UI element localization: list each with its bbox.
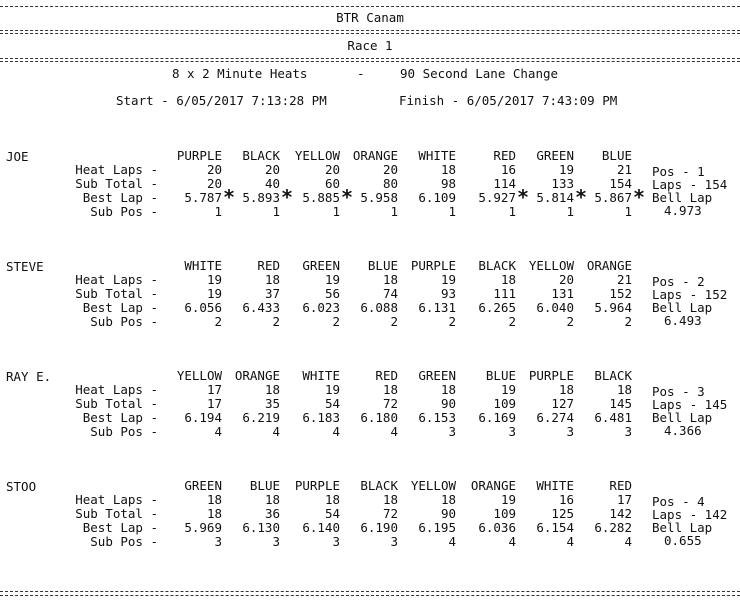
heat-format: 8 x 2 Minute Heats — [172, 66, 308, 81]
lane-color-header: YELLOW — [410, 478, 456, 493]
sub-pos-value: 1 — [390, 204, 398, 219]
format-separator: - — [357, 66, 365, 81]
best-lap-value: 6.194 — [184, 410, 222, 425]
sub-total-value: 109 — [493, 396, 516, 411]
sub-pos-label: Sub Pos - — [90, 424, 158, 439]
lane-color-header: YELLOW — [528, 258, 574, 273]
lane-color-header: PURPLE — [410, 258, 456, 273]
best-lap-label: Best Lap - — [82, 520, 158, 535]
lane-color-header: WHITE — [184, 258, 222, 273]
best-lap-value: 6.195 — [418, 520, 456, 535]
lane-color-header: BLACK — [594, 368, 632, 383]
lane-color-header: GREEN — [418, 368, 456, 383]
sub-total-value: 145 — [609, 396, 632, 411]
sub-pos-value: 3 — [566, 424, 574, 439]
best-lap-value: 6.183 — [302, 410, 340, 425]
sub-pos-value: 2 — [566, 314, 574, 329]
sub-total-value: 54 — [324, 506, 340, 521]
heat-laps-value: 18 — [558, 382, 574, 397]
bell-lap-value: 0.655 — [664, 533, 702, 548]
lane-color-header: BLACK — [360, 478, 398, 493]
start-time: Start - 6/05/2017 7:13:28 PM — [116, 93, 327, 108]
heat-laps-value: 20 — [206, 162, 222, 177]
sub-total-value: 131 — [551, 286, 574, 301]
heat-laps-value: 18 — [264, 382, 280, 397]
heat-laps-value: 18 — [440, 162, 456, 177]
heat-laps-value: 18 — [264, 272, 280, 287]
position-result: Pos - 1 — [652, 164, 705, 179]
heat-laps-value: 18 — [206, 492, 222, 507]
heat-laps-value: 21 — [616, 272, 632, 287]
best-lap-label: Best Lap - — [82, 190, 158, 205]
divider — [0, 61, 740, 62]
best-lap-label: Best Lap - — [82, 410, 158, 425]
heat-laps-label: Heat Laps - — [75, 272, 158, 287]
sub-total-value: 54 — [324, 396, 340, 411]
lane-color-header: YELLOW — [176, 368, 222, 383]
lane-color-header: ORANGE — [234, 368, 280, 383]
sub-pos-label: Sub Pos - — [90, 314, 158, 329]
lane-color-header: ORANGE — [352, 148, 398, 163]
driver-name: JOE — [6, 149, 29, 164]
heat-laps-value: 19 — [324, 382, 340, 397]
sub-total-value: 109 — [493, 506, 516, 521]
lane-color-header: BLUE — [485, 368, 516, 383]
heat-laps-value: 18 — [616, 382, 632, 397]
divider — [0, 30, 740, 31]
best-lap-value: 5.787 — [184, 190, 222, 205]
best-lap-value: 6.274 — [536, 410, 574, 425]
heat-laps-value: 20 — [324, 162, 340, 177]
sub-total-value: 40 — [264, 176, 280, 191]
bell-lap-value: 4.973 — [664, 203, 702, 218]
best-lap-value: 6.140 — [302, 520, 340, 535]
lane-color-header: BLACK — [478, 258, 516, 273]
sub-total-value: 125 — [551, 506, 574, 521]
report-title: BTR Canam — [336, 10, 404, 25]
heat-laps-value: 18 — [500, 272, 516, 287]
lane-color-header: YELLOW — [294, 148, 340, 163]
heat-laps-value: 20 — [558, 272, 574, 287]
sub-total-label: Sub Total - — [75, 286, 158, 301]
heat-laps-value: 19 — [440, 272, 456, 287]
sub-total-value: 36 — [264, 506, 280, 521]
sub-pos-value: 3 — [508, 424, 516, 439]
sub-pos-value: 4 — [214, 424, 222, 439]
position-result: Pos - 4 — [652, 494, 705, 509]
sub-total-value: 17 — [206, 396, 222, 411]
best-lap-value: 6.153 — [418, 410, 456, 425]
sub-total-value: 74 — [382, 286, 398, 301]
sub-total-value: 142 — [609, 506, 632, 521]
position-result: Pos - 2 — [652, 274, 705, 289]
best-lap-value: 5.964 — [594, 300, 632, 315]
total-laps: Laps - 152 — [652, 287, 728, 302]
sub-total-value: 56 — [324, 286, 340, 301]
best-lap-marker: * — [223, 185, 236, 209]
lane-color-header: RED — [609, 478, 632, 493]
sub-pos-value: 2 — [624, 314, 632, 329]
best-lap-marker: * — [281, 185, 294, 209]
sub-total-label: Sub Total - — [75, 396, 158, 411]
driver-name: RAY E. — [6, 369, 52, 384]
heat-laps-value: 16 — [500, 162, 516, 177]
sub-total-value: 152 — [609, 286, 632, 301]
divider — [0, 33, 740, 34]
best-lap-value: 6.154 — [536, 520, 574, 535]
heat-laps-value: 18 — [382, 272, 398, 287]
heat-laps-value: 19 — [500, 492, 516, 507]
best-lap-value: 6.088 — [360, 300, 398, 315]
heat-laps-value: 19 — [206, 272, 222, 287]
sub-total-value: 111 — [493, 286, 516, 301]
sub-pos-value: 4 — [448, 534, 456, 549]
lane-color-header: BLUE — [601, 148, 632, 163]
best-lap-value: 6.040 — [536, 300, 574, 315]
best-lap-value: 5.814 — [536, 190, 574, 205]
best-lap-value: 5.927 — [478, 190, 516, 205]
sub-pos-value: 4 — [272, 424, 280, 439]
lane-color-header: RED — [493, 148, 516, 163]
bell-lap-label: Bell Lap — [652, 190, 713, 205]
sub-pos-value: 3 — [390, 534, 398, 549]
sub-total-label: Sub Total - — [75, 506, 158, 521]
sub-pos-value: 4 — [566, 534, 574, 549]
lane-color-header: BLACK — [242, 148, 280, 163]
lane-color-header: PURPLE — [294, 478, 340, 493]
best-lap-marker: * — [341, 185, 354, 209]
best-lap-value: 6.219 — [242, 410, 280, 425]
sub-total-value: 90 — [440, 506, 456, 521]
divider — [0, 591, 740, 592]
best-lap-marker: * — [575, 185, 588, 209]
sub-pos-value: 2 — [214, 314, 222, 329]
best-lap-value: 5.885 — [302, 190, 340, 205]
heat-laps-value: 18 — [324, 492, 340, 507]
best-lap-value: 5.867 — [594, 190, 632, 205]
lane-color-header: RED — [257, 258, 280, 273]
sub-pos-value: 3 — [624, 424, 632, 439]
sub-total-value: 72 — [382, 506, 398, 521]
sub-pos-value: 1 — [272, 204, 280, 219]
sub-total-label: Sub Total - — [75, 176, 158, 191]
sub-total-value: 93 — [440, 286, 456, 301]
race-name: Race 1 — [347, 38, 393, 53]
position-result: Pos - 3 — [652, 384, 705, 399]
best-lap-value: 6.109 — [418, 190, 456, 205]
sub-total-value: 35 — [264, 396, 280, 411]
sub-pos-value: 4 — [508, 534, 516, 549]
best-lap-value: 6.282 — [594, 520, 632, 535]
sub-total-value: 72 — [382, 396, 398, 411]
driver-name: STOO — [6, 479, 37, 494]
sub-pos-value: 1 — [566, 204, 574, 219]
best-lap-value: 6.433 — [242, 300, 280, 315]
best-lap-value: 6.023 — [302, 300, 340, 315]
heat-laps-value: 19 — [500, 382, 516, 397]
sub-pos-value: 4 — [390, 424, 398, 439]
sub-pos-value: 1 — [508, 204, 516, 219]
sub-total-value: 37 — [264, 286, 280, 301]
sub-total-value: 19 — [206, 286, 222, 301]
best-lap-marker: * — [633, 185, 646, 209]
sub-total-value: 80 — [382, 176, 398, 191]
best-lap-value: 6.265 — [478, 300, 516, 315]
heat-laps-label: Heat Laps - — [75, 492, 158, 507]
lane-color-header: WHITE — [536, 478, 574, 493]
best-lap-value: 5.958 — [360, 190, 398, 205]
lane-color-header: WHITE — [418, 148, 456, 163]
sub-pos-value: 3 — [272, 534, 280, 549]
lane-color-header: BLUE — [249, 478, 280, 493]
sub-pos-value: 1 — [214, 204, 222, 219]
lane-color-header: BLUE — [367, 258, 398, 273]
divider — [0, 58, 740, 59]
sub-total-value: 18 — [206, 506, 222, 521]
heat-laps-value: 19 — [558, 162, 574, 177]
lane-color-header: GREEN — [302, 258, 340, 273]
total-laps: Laps - 145 — [652, 397, 728, 412]
sub-pos-label: Sub Pos - — [90, 204, 158, 219]
lane-change-format: 90 Second Lane Change — [400, 66, 559, 81]
heat-laps-label: Heat Laps - — [75, 162, 158, 177]
bell-lap-label: Bell Lap — [652, 300, 713, 315]
best-lap-value: 6.481 — [594, 410, 632, 425]
lane-color-header: ORANGE — [586, 258, 632, 273]
sub-pos-value: 2 — [332, 314, 340, 329]
best-lap-value: 5.893 — [242, 190, 280, 205]
best-lap-value: 6.056 — [184, 300, 222, 315]
sub-total-value: 98 — [440, 176, 456, 191]
sub-total-value: 154 — [609, 176, 632, 191]
heat-laps-value: 20 — [382, 162, 398, 177]
best-lap-marker: * — [517, 185, 530, 209]
divider — [0, 6, 740, 7]
bell-lap-label: Bell Lap — [652, 410, 713, 425]
sub-pos-value: 1 — [624, 204, 632, 219]
best-lap-value: 6.169 — [478, 410, 516, 425]
best-lap-value: 6.190 — [360, 520, 398, 535]
heat-laps-value: 18 — [382, 382, 398, 397]
divider — [0, 595, 740, 596]
bell-lap-value: 6.493 — [664, 313, 702, 328]
heat-laps-label: Heat Laps - — [75, 382, 158, 397]
best-lap-value: 6.036 — [478, 520, 516, 535]
heat-laps-value: 19 — [324, 272, 340, 287]
finish-time: Finish - 6/05/2017 7:43:09 PM — [399, 93, 618, 108]
bell-lap-label: Bell Lap — [652, 520, 713, 535]
lane-color-header: ORANGE — [470, 478, 516, 493]
sub-pos-value: 3 — [214, 534, 222, 549]
driver-name: STEVE — [6, 259, 44, 274]
sub-pos-label: Sub Pos - — [90, 534, 158, 549]
sub-pos-value: 3 — [448, 424, 456, 439]
lane-color-header: WHITE — [302, 368, 340, 383]
best-lap-value: 5.969 — [184, 520, 222, 535]
sub-pos-value: 1 — [332, 204, 340, 219]
best-lap-label: Best Lap - — [82, 300, 158, 315]
sub-total-value: 133 — [551, 176, 574, 191]
best-lap-value: 6.131 — [418, 300, 456, 315]
heat-laps-value: 16 — [558, 492, 574, 507]
sub-total-value: 90 — [440, 396, 456, 411]
lane-color-header: PURPLE — [176, 148, 222, 163]
sub-total-value: 60 — [324, 176, 340, 191]
heat-laps-value: 18 — [264, 492, 280, 507]
sub-total-value: 114 — [493, 176, 516, 191]
bell-lap-value: 4.366 — [664, 423, 702, 438]
lane-color-header: GREEN — [536, 148, 574, 163]
best-lap-value: 6.130 — [242, 520, 280, 535]
lane-color-header: GREEN — [184, 478, 222, 493]
sub-pos-value: 2 — [448, 314, 456, 329]
heat-laps-value: 18 — [440, 492, 456, 507]
sub-pos-value: 4 — [332, 424, 340, 439]
heat-laps-value: 20 — [264, 162, 280, 177]
sub-pos-value: 4 — [624, 534, 632, 549]
lane-color-header: PURPLE — [528, 368, 574, 383]
sub-pos-value: 2 — [272, 314, 280, 329]
sub-total-value: 20 — [206, 176, 222, 191]
sub-pos-value: 2 — [390, 314, 398, 329]
heat-laps-value: 17 — [206, 382, 222, 397]
sub-pos-value: 1 — [448, 204, 456, 219]
heat-laps-value: 18 — [440, 382, 456, 397]
total-laps: Laps - 154 — [652, 177, 728, 192]
heat-laps-value: 18 — [382, 492, 398, 507]
sub-total-value: 127 — [551, 396, 574, 411]
heat-laps-value: 17 — [616, 492, 632, 507]
lane-color-header: RED — [375, 368, 398, 383]
heat-laps-value: 21 — [616, 162, 632, 177]
sub-pos-value: 2 — [508, 314, 516, 329]
total-laps: Laps - 142 — [652, 507, 728, 522]
best-lap-value: 6.180 — [360, 410, 398, 425]
sub-pos-value: 3 — [332, 534, 340, 549]
